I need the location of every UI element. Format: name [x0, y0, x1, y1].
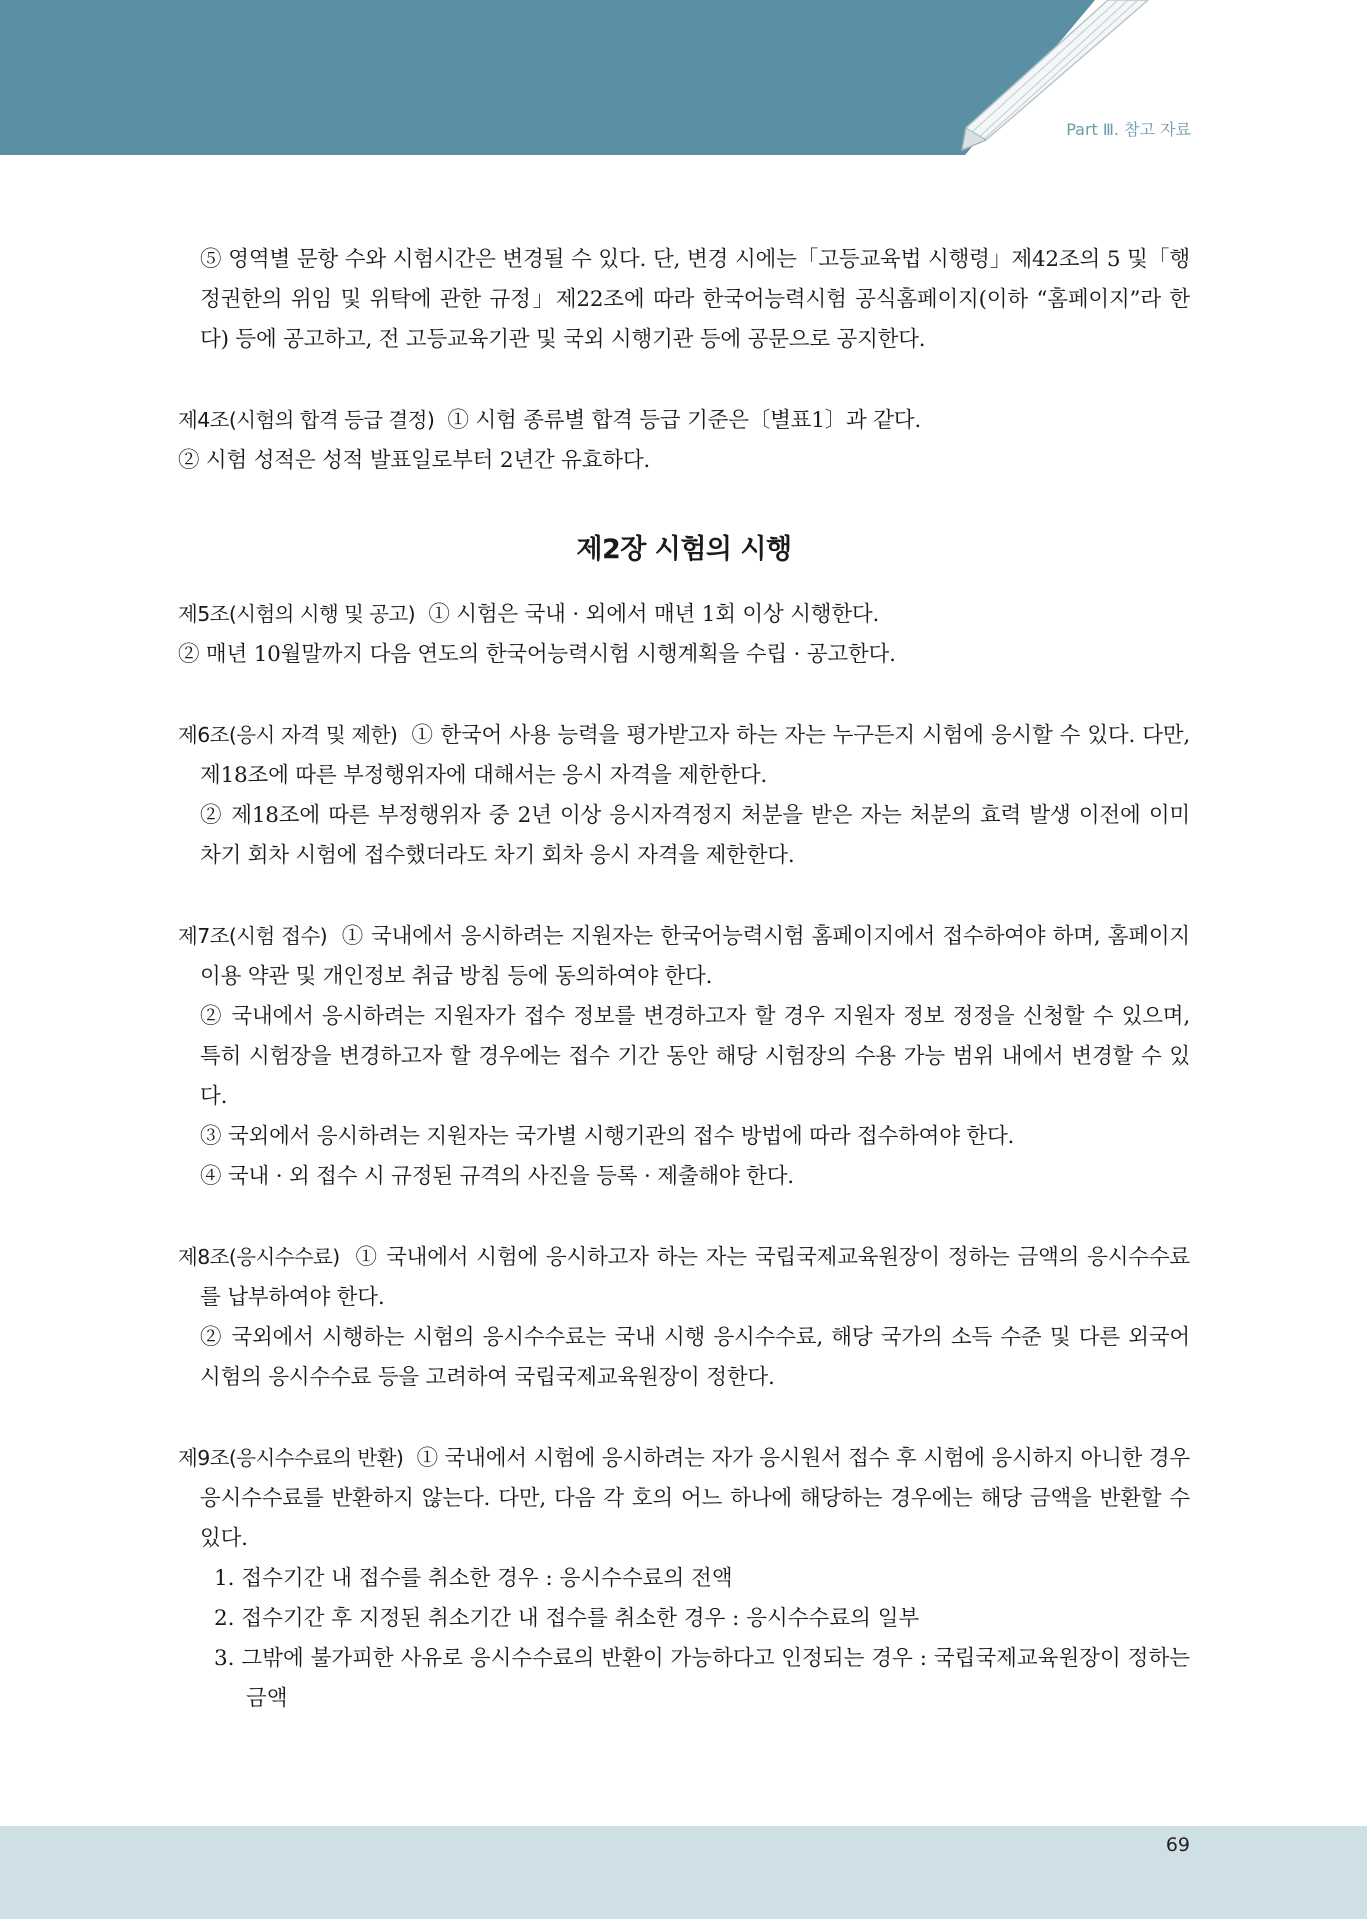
document-body	[178, 240, 1190, 1719]
footer-band	[0, 1826, 1367, 1919]
article-4-clause-1: ① 시험 종류별 합격 등급 기준은〔별표1〕과 같다.	[447, 408, 922, 433]
article-9	[178, 1438, 1190, 1719]
article-7	[178, 916, 1190, 1197]
article-7-clause-2: ② 국내에서 응시하려는 지원자가 접수 정보를 변경하고자 할 경우 지원자 정보 정정을 신청할 수 있으며, 특히 시험장을 변경하고자 할 경우에는 접수 기간 동안 해당 시험장의 수용 가능 범위 내에서 변경할 수 있다.	[200, 1004, 1190, 1109]
article-5-title: 제5조(시험의 시행 및 공고)	[178, 602, 416, 626]
chapter-title: 제2장 시험의 시행	[576, 534, 792, 565]
article-9-title: 제9조(응시수수료의 반환)	[178, 1446, 404, 1470]
article-8	[178, 1237, 1190, 1398]
article-6-title: 제6조(응시 자격 및 제한)	[178, 723, 398, 747]
article-9-item-3: 3. 그밖에 불가피한 사유로 응시수수료의 반환이 가능하다고 인정되는 경우 : 국립국제교육원장이 정하는 금액	[214, 1646, 1190, 1711]
part-label: Part Ⅲ. 참고 자료	[1066, 120, 1191, 139]
article-4-title: 제4조(시험의 합격 등급 결정)	[178, 408, 435, 432]
article-6-clause-2: ② 제18조에 따른 부정행위자 중 2년 이상 응시자격정지 처분을 받은 자는 처분의 효력 발생 이전에 이미 차기 회차 시험에 접수했더라도 차기 회차 응시 자격을 제한한다.	[200, 803, 1190, 868]
article-4	[178, 400, 1190, 481]
paragraph-5: ⑤ 영역별 문항 수와 시험시간은 변경될 수 있다. 단, 변경 시에는「고등교육법 시행령」제42조의 5 및「행정권한의 위임 및 위탁에 관한 규정」제22조에 따라 한국어능력시험 공식홈페이지(이하 “홈페이지”라 한다) 등에 공고하고, 전 고등교육기관 및 국외 시행기관 등에 공문으로 공지한다.	[200, 247, 1190, 352]
article-5-clause-1: ① 시험은 국내 · 외에서 매년 1회 이상 시행한다.	[428, 602, 880, 627]
header-band-fill	[0, 0, 1095, 155]
article-7-title: 제7조(시험 접수)	[178, 924, 328, 948]
article-6-clause-1: ① 한국어 사용 능력을 평가받고자 하는 자는 누구든지 시험에 응시할 수 있다. 다만, 제18조에 따른 부정행위자에 대해서는 응시 자격을 제한한다.	[200, 723, 1190, 788]
article-7-clause-4: ④ 국내 · 외 접수 시 규정된 규격의 사진을 등록 · 제출해야 한다.	[200, 1164, 794, 1189]
article-8-clause-2: ② 국외에서 시행하는 시험의 응시수수료는 국내 시행 응시수수료, 해당 국가의 소득 수준 및 다른 외국어 시험의 응시수수료 등을 고려하여 국립국제교육원장이 정한다.	[200, 1325, 1190, 1390]
page-number: 69	[1165, 1834, 1190, 1856]
article-7-clause-3: ③ 국외에서 응시하려는 지원자는 국가별 시행기관의 접수 방법에 따라 접수하여야 한다.	[200, 1124, 1015, 1149]
article-5	[178, 594, 1190, 675]
article-6	[178, 715, 1190, 876]
article-5-clause-2: ② 매년 10월말까지 다음 연도의 한국어능력시험 시행계획을 수립 · 공고한다.	[178, 642, 896, 667]
article-9-clause-1: ① 국내에서 시험에 응시하려는 자가 응시원서 접수 후 시험에 응시하지 아니한 경우 응시수수료를 반환하지 않는다. 다만, 다음 각 호의 어느 하나에 해당하는 경우에는 해당 금액을 반환할 수 있다.	[200, 1446, 1190, 1551]
article-8-clause-1: ① 국내에서 시험에 응시하고자 하는 자는 국립국제교육원장이 정하는 금액의 응시수수료를 납부하여야 한다.	[200, 1245, 1190, 1310]
article-9-item-2: 2. 접수기간 후 지정된 취소기간 내 접수를 취소한 경우 : 응시수수료의 일부	[214, 1606, 920, 1631]
article-9-item-1: 1. 접수기간 내 접수를 취소한 경우 : 응시수수료의 전액	[214, 1566, 733, 1591]
article-8-title: 제8조(응시수수료)	[178, 1245, 340, 1269]
article-7-clause-1: ① 국내에서 응시하려는 지원자는 한국어능력시험 홈페이지에서 접수하여야 하며, 홈페이지 이용 약관 및 개인정보 취급 방침 등에 동의하여야 한다.	[200, 924, 1190, 989]
article-4-clause-2: ② 시험 성적은 성적 발표일로부터 2년간 유효하다.	[178, 448, 651, 473]
